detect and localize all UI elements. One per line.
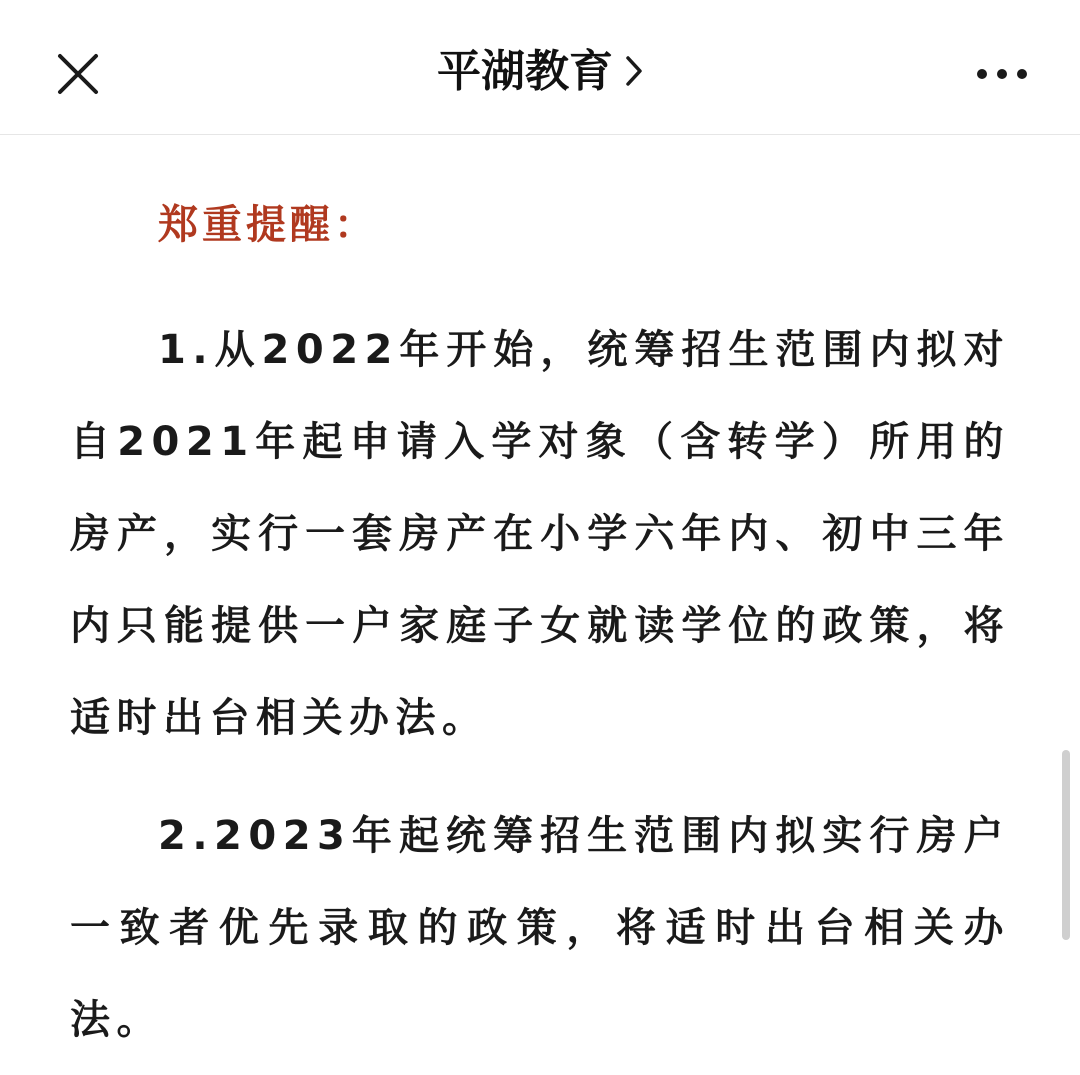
account-title: 平湖教育 (437, 46, 613, 97)
reminder-heading: 郑重提醒： (158, 202, 378, 248)
paragraph-1: 1.从2022年开始，统筹招生范围内拟对自2021年起申请入学对象（含转学）所用的房产，实行一套房产在小学六年内、初中三年内只能提供一户家庭子女就读学位的政策，将适时出台相关办法。 (70, 327, 1010, 741)
account-title-button[interactable] (437, 40, 643, 104)
paragraph-2: 2.2023年起统筹招生范围内拟实行房户一致者优先录取的政策，将适时出台相关办法。 (70, 813, 1010, 1043)
chevron-right-icon (625, 55, 643, 87)
scrollbar[interactable] (1062, 750, 1070, 940)
more-horizontal-icon (972, 60, 1032, 88)
title-area (0, 40, 1080, 104)
more-options-button[interactable] (972, 60, 1032, 88)
top-navigation-bar (0, 0, 1080, 135)
